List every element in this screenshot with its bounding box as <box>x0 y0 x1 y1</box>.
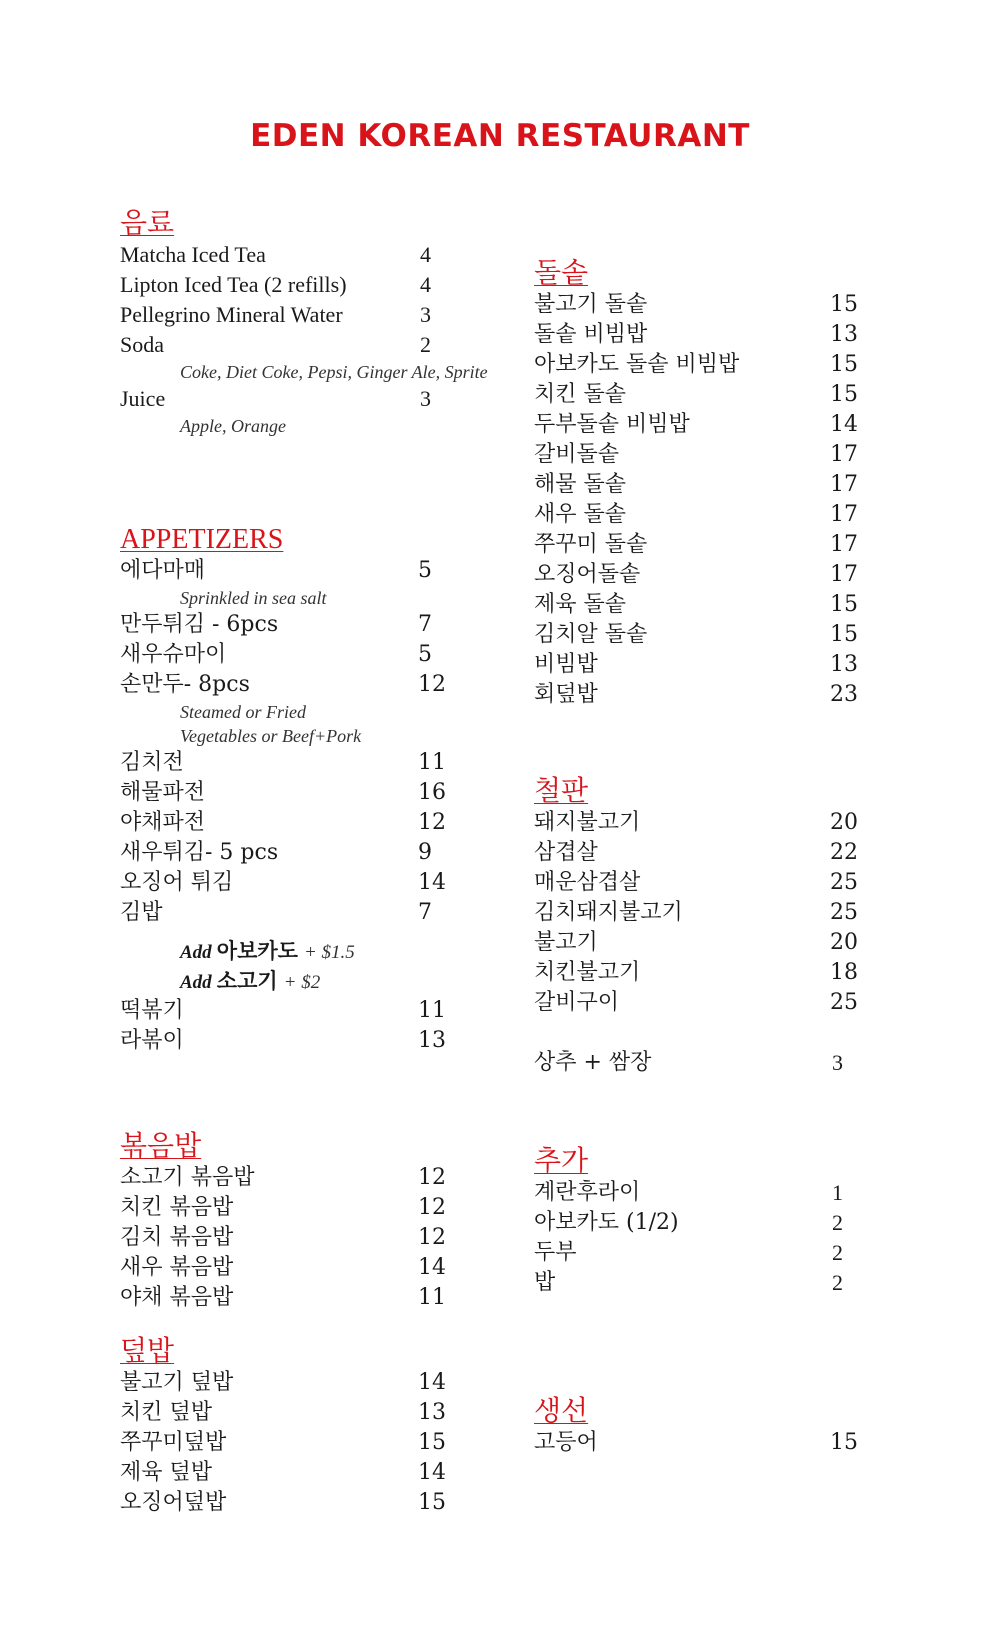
item-price: 2 <box>832 1270 843 1295</box>
menu-item <box>120 898 460 928</box>
menu-item <box>120 270 460 300</box>
item-price: 12 <box>418 1195 446 1220</box>
item-price: 1 <box>832 1180 843 1205</box>
item-note: Sprinkled in sea salt <box>180 588 327 608</box>
item-name: 불고기 덮밥 <box>120 1370 234 1395</box>
item-price: 17 <box>830 442 858 467</box>
item-name: 떡볶기 <box>120 998 184 1023</box>
item-note: Steamed or Fried <box>180 702 306 722</box>
item-name: 두부돌솥 비빔밥 <box>534 412 690 437</box>
section-title-drinks: 음료 <box>120 208 175 239</box>
item-price: 9 <box>418 840 432 865</box>
menu-item <box>534 868 874 898</box>
section-drinks <box>120 208 488 438</box>
restaurant-title: EDEN KOREAN RESTAURANT <box>250 118 750 154</box>
item-price: 11 <box>418 1285 446 1310</box>
addon-item: 소고기 <box>216 969 278 993</box>
item-name: 치킨 볶음밥 <box>120 1195 234 1220</box>
iron-plate-list <box>534 808 874 1078</box>
item-name: 해물 돌솥 <box>534 472 627 497</box>
item-name: 오징어돌솥 <box>534 562 641 587</box>
item-name: 쭈꾸미덮밥 <box>120 1430 227 1455</box>
fish-list <box>534 1428 874 1458</box>
appetizers-list <box>120 556 460 1056</box>
menu-item <box>534 350 874 380</box>
item-price: 14 <box>830 412 858 437</box>
item-name: Lipton Iced Tea (2 refills) <box>120 272 347 297</box>
item-price: 16 <box>418 780 446 805</box>
section-title-appetizers: APPETIZERS <box>120 524 284 555</box>
item-name: 아보카도 돌솥 비빔밥 <box>534 352 740 377</box>
item-name: 삼겹살 <box>534 840 598 865</box>
section-title-extras: 추가 <box>534 1146 589 1177</box>
item-note: Apple, Orange <box>180 416 286 436</box>
menu-item <box>120 808 460 838</box>
item-name: 비빔밥 <box>534 652 598 677</box>
item-name: 오징어 튀김 <box>120 870 234 895</box>
menu-item <box>120 240 460 270</box>
item-price: 15 <box>830 592 858 617</box>
rice-bowls-list <box>120 1368 460 1518</box>
menu-item <box>534 500 874 530</box>
item-name: 김치알 돌솥 <box>534 622 648 647</box>
section-title-stone-pot: 돌솥 <box>534 258 589 289</box>
item-price: 15 <box>830 352 858 377</box>
menu-item <box>534 440 874 470</box>
item-price: 7 <box>418 612 432 637</box>
item-price: 15 <box>830 292 858 317</box>
section-rice-bowls <box>120 1336 460 1518</box>
addon-avocado <box>180 936 460 966</box>
item-price: 15 <box>830 622 858 647</box>
menu-item <box>534 320 874 350</box>
menu-item <box>534 958 874 988</box>
item-name: 쭈꾸미 돌솥 <box>534 532 648 557</box>
item-name: 라볶이 <box>120 1028 184 1053</box>
item-name: 계란후라이 <box>534 1180 641 1205</box>
addon-beef <box>180 966 460 996</box>
item-price: 17 <box>830 532 858 557</box>
item-price: 11 <box>418 750 446 775</box>
item-name: 치킨 덮밥 <box>120 1400 213 1425</box>
item-price: 17 <box>830 502 858 527</box>
item-price: 2 <box>832 1240 843 1265</box>
item-price: 7 <box>418 900 432 925</box>
menu-item <box>120 1193 460 1223</box>
menu-item <box>120 556 460 586</box>
item-note: Vegetables or Beef+Pork <box>180 726 362 746</box>
item-name: 해물파전 <box>120 780 206 805</box>
menu-item <box>534 380 874 410</box>
item-name: 치킨불고기 <box>534 960 641 985</box>
section-title-fried-rice: 볶음밥 <box>120 1131 202 1162</box>
item-note: Coke, Diet Coke, Pepsi, Ginger Ale, Sprite <box>180 362 488 382</box>
section-extras <box>534 1146 874 1298</box>
item-price: 4 <box>420 242 431 267</box>
item-price: 14 <box>418 1370 446 1395</box>
menu-item <box>534 1208 874 1238</box>
item-price: 11 <box>418 998 446 1023</box>
menu-item <box>534 650 874 680</box>
item-price: 25 <box>830 870 858 895</box>
item-name: 새우 볶음밥 <box>120 1255 234 1280</box>
item-name: 김치 볶음밥 <box>120 1225 234 1250</box>
item-name: 돼지불고기 <box>534 810 641 835</box>
item-price: 17 <box>830 562 858 587</box>
menu-item <box>120 1458 460 1488</box>
menu-item <box>534 1428 874 1458</box>
item-name: 김치전 <box>120 750 184 775</box>
menu-item <box>534 680 874 710</box>
item-name: Juice <box>120 386 166 411</box>
item-name: 새우 돌솥 <box>534 502 627 527</box>
menu-item <box>120 996 460 1026</box>
item-price: 3 <box>420 302 431 327</box>
menu-item <box>120 1026 460 1056</box>
item-name: 김밥 <box>120 900 163 925</box>
menu-item <box>534 530 874 560</box>
drinks-list <box>120 240 488 438</box>
extras-list <box>534 1178 874 1298</box>
addon-add-label: Add <box>180 942 212 963</box>
item-price: 22 <box>830 840 858 865</box>
item-price: 14 <box>418 1460 446 1485</box>
item-name: 소고기 볶음밥 <box>120 1165 255 1190</box>
item-name: 김치돼지불고기 <box>534 900 683 925</box>
item-price: 13 <box>418 1400 446 1425</box>
item-name: 갈비구이 <box>534 990 620 1015</box>
section-fish <box>534 1396 874 1458</box>
menu-item <box>534 988 874 1018</box>
item-name: 에다마매 <box>120 558 206 583</box>
item-name: 야채 볶음밥 <box>120 1285 234 1310</box>
menu-item <box>534 1178 874 1208</box>
fried-rice-list <box>120 1163 460 1313</box>
menu-item <box>120 330 460 360</box>
menu-item <box>534 1048 874 1078</box>
menu-item <box>120 1163 460 1193</box>
menu-item <box>120 1488 460 1518</box>
menu-item <box>534 1268 874 1298</box>
menu-item <box>534 928 874 958</box>
item-name: 상추 + 쌈장 <box>534 1050 652 1075</box>
item-price: 18 <box>830 960 858 985</box>
menu-item <box>120 1253 460 1283</box>
item-price: 12 <box>418 1165 446 1190</box>
menu-item <box>120 1368 460 1398</box>
item-price: 3 <box>832 1050 843 1075</box>
menu-item <box>120 640 460 670</box>
item-name: 제육 덮밥 <box>120 1460 213 1485</box>
item-price: 20 <box>830 810 858 835</box>
section-stone-pot <box>534 258 874 710</box>
item-price: 14 <box>418 870 446 895</box>
item-name: 두부 <box>534 1240 577 1265</box>
item-price: 14 <box>418 1255 446 1280</box>
section-title-iron-plate: 철판 <box>534 776 589 807</box>
item-price: 15 <box>418 1490 446 1515</box>
item-name: 매운삼겹살 <box>534 870 641 895</box>
item-price: 13 <box>830 322 858 347</box>
menu-item <box>534 898 874 928</box>
item-name: Pellegrino Mineral Water <box>120 302 343 327</box>
menu-item <box>534 590 874 620</box>
item-price: 4 <box>420 272 431 297</box>
item-name: 만두튀김 - 6pcs <box>120 612 279 637</box>
item-name: Matcha Iced Tea <box>120 242 266 267</box>
menu-item <box>534 410 874 440</box>
menu-item <box>534 1238 874 1268</box>
item-price: 12 <box>418 672 446 697</box>
menu-item <box>120 1223 460 1253</box>
item-name: 불고기 돌솥 <box>534 292 648 317</box>
item-name: 밥 <box>534 1270 556 1295</box>
addon-price: + $2 <box>283 972 321 993</box>
item-price: 23 <box>830 682 858 707</box>
addon-price: + $1.5 <box>303 942 355 963</box>
menu-item <box>120 670 460 700</box>
item-price: 17 <box>830 472 858 497</box>
item-name: 오징어덮밥 <box>120 1490 227 1515</box>
item-price: 25 <box>830 900 858 925</box>
menu-item <box>120 838 460 868</box>
item-name: 새우튀김- 5 pcs <box>120 840 279 865</box>
stone-pot-list <box>534 290 874 710</box>
menu-item <box>120 384 460 414</box>
item-price: 20 <box>830 930 858 955</box>
menu-item <box>120 1428 460 1458</box>
menu-item <box>120 868 460 898</box>
item-name: 갈비돌솥 <box>534 442 620 467</box>
addon-item: 아보카도 <box>216 939 298 963</box>
menu-item <box>534 470 874 500</box>
menu-item <box>120 610 460 640</box>
menu-item <box>534 838 874 868</box>
section-iron-plate <box>534 776 874 1078</box>
item-price: 15 <box>830 1430 858 1455</box>
item-name: 아보카도 (1/2) <box>534 1210 679 1235</box>
section-appetizers <box>120 524 460 1056</box>
item-price: 2 <box>832 1210 843 1235</box>
menu-item <box>120 300 460 330</box>
menu-item <box>534 808 874 838</box>
item-price: 5 <box>418 642 432 667</box>
item-name: 불고기 <box>534 930 598 955</box>
item-name: 돌솥 비빔밥 <box>534 322 648 347</box>
item-name: 치킨 돌솥 <box>534 382 627 407</box>
item-name: Soda <box>120 332 164 357</box>
menu-item <box>120 1283 460 1313</box>
item-price: 2 <box>420 332 431 357</box>
item-name: 회덮밥 <box>534 682 598 707</box>
section-title-rice-bowls: 덮밥 <box>120 1336 175 1367</box>
item-price: 3 <box>420 386 431 411</box>
item-price: 13 <box>418 1028 446 1053</box>
section-title-fish: 생선 <box>534 1396 589 1427</box>
section-fried-rice <box>120 1131 460 1313</box>
item-price: 25 <box>830 990 858 1015</box>
item-price: 12 <box>418 810 446 835</box>
item-name: 제육 돌솥 <box>534 592 627 617</box>
item-name: 야채파전 <box>120 810 206 835</box>
addon-add-label: Add <box>180 972 212 993</box>
item-price: 15 <box>418 1430 446 1455</box>
menu-item <box>534 620 874 650</box>
menu-item <box>120 1398 460 1428</box>
item-price: 5 <box>418 558 432 583</box>
item-price: 12 <box>418 1225 446 1250</box>
item-name: 손만두- 8pcs <box>120 672 250 697</box>
menu-item <box>534 290 874 320</box>
item-price: 15 <box>830 382 858 407</box>
menu-item <box>534 560 874 590</box>
menu-item <box>120 778 460 808</box>
menu-item <box>120 748 460 778</box>
item-price: 13 <box>830 652 858 677</box>
item-name: 새우슈마이 <box>120 642 227 667</box>
item-name: 고등어 <box>534 1430 598 1455</box>
